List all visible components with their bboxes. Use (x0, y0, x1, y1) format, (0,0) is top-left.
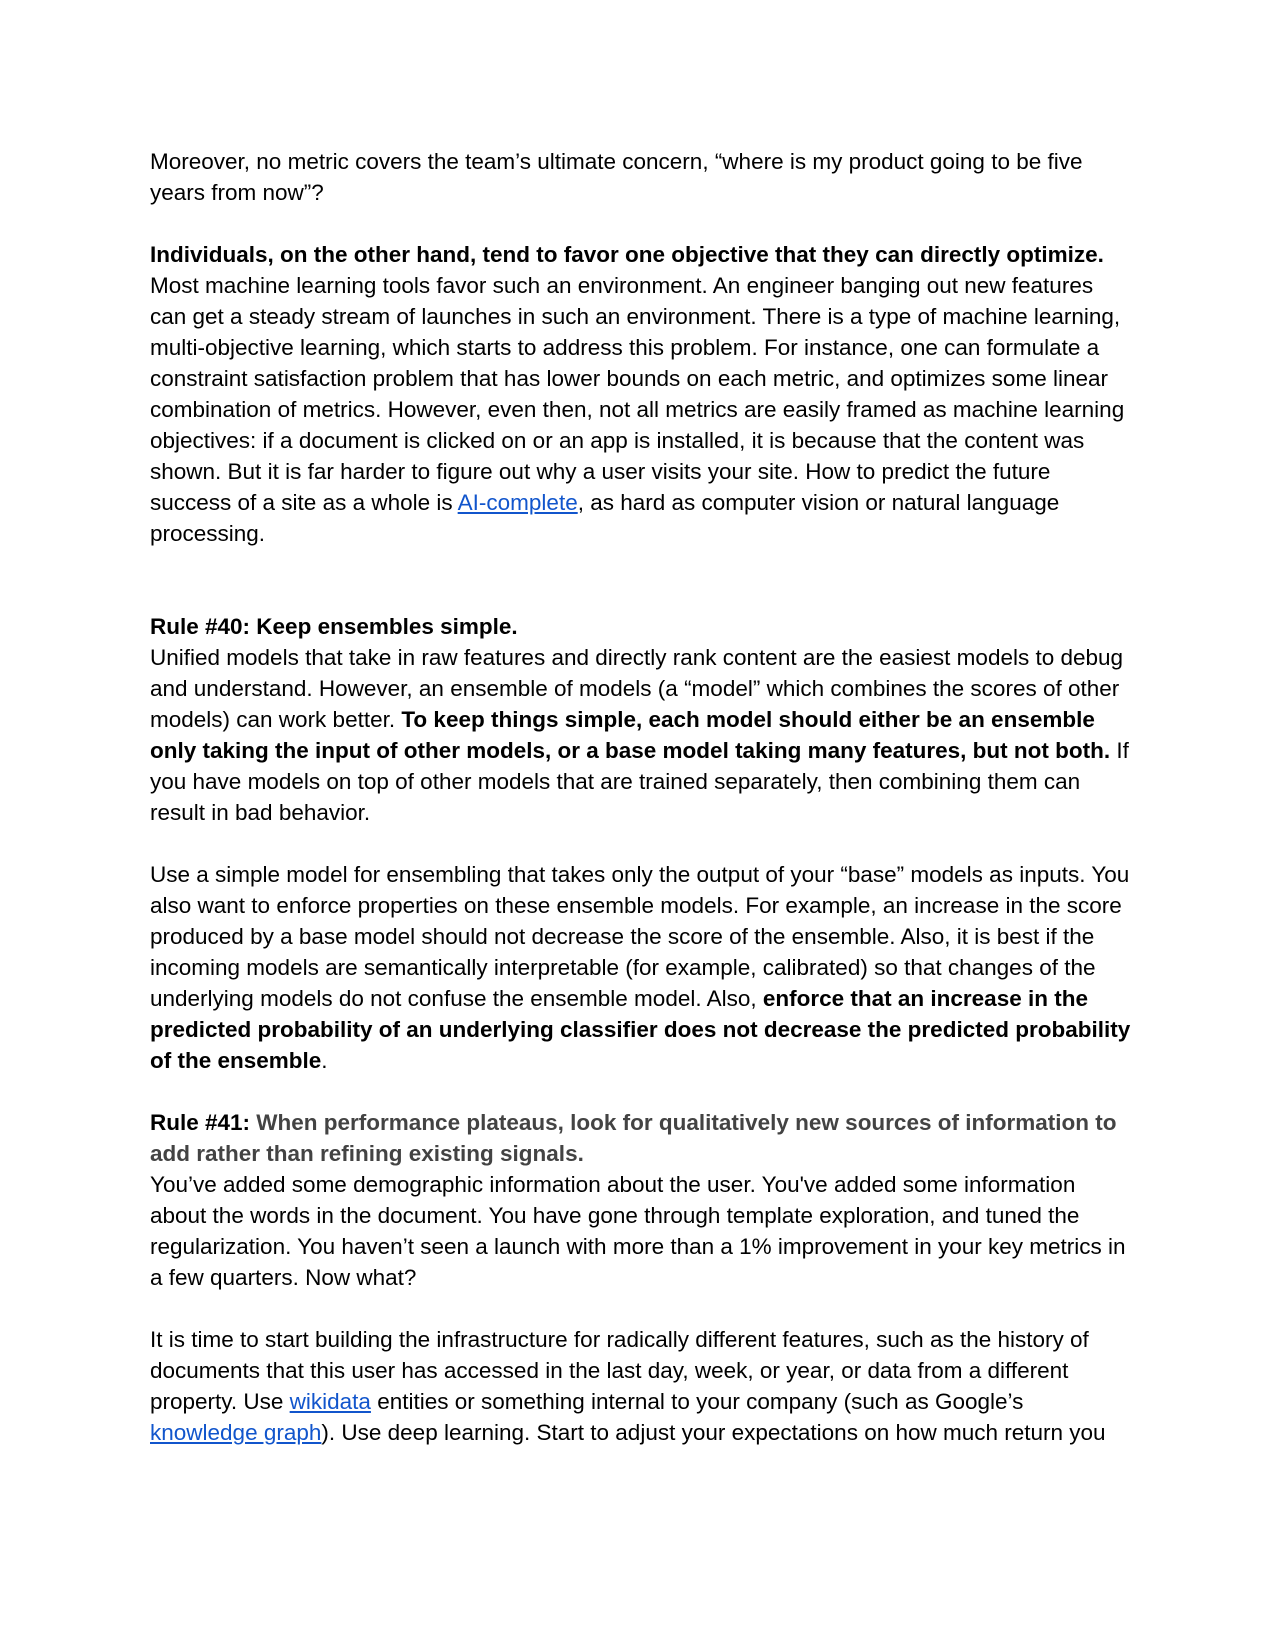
rule-41-paragraph-2 (150, 1324, 1135, 1448)
paragraph-text: . (321, 1048, 328, 1073)
rule-41-heading-text: When performance plateaus, look for qualitatively new sources of information to add rather than refining existing signals. (150, 1110, 1117, 1166)
paragraph-text: Unified models that take in raw features and directly rank content are the easiest models to debug and understand. However, an ensemble of models (a “model” which combines the scores of other models) can work better. (150, 645, 1124, 732)
paragraph-text: Most machine learning tools favor such an environment. An engineer banging out new features can get a steady stream of launches in such an environment. There is a type of machine learning, multi-objective learning, which starts to address this problem. For instance, one can formulate a constraint satisfaction problem that has lower bounds on each metric, and optimizes some linear combination of metrics. However, even then, not all metrics are easily framed as machine learning objectives: if a document is clicked on or an app is installed, it is because that the content was shown. But it is far harder to figure out why a user visits your site. How to predict the future success of a site as a whole is (150, 273, 1125, 515)
paragraph-spacer (150, 1076, 1135, 1107)
knowledge-graph-link[interactable]: knowledge graph (150, 1420, 322, 1445)
ai-complete-link[interactable]: AI-complete (457, 490, 578, 515)
paragraph-text: entities or something internal to your company (such as Google’s (370, 1389, 1024, 1414)
paragraph-spacer (150, 828, 1135, 859)
document-page (150, 146, 1135, 1448)
rule-40-paragraph-2 (150, 859, 1135, 1076)
bold-emphasis: enforce that an increase in the predicted probability of an underlying classifier does not decrease the predicted probability of the ensemble (150, 986, 1131, 1073)
paragraph-text: You’ve added some demographic information about the user. You've added some information about the words in the document. You have gone through template exploration, and tuned the regularization. You haven’t seen a launch with more than a 1% improvement in your key metrics in a few quarters. Now what? (150, 1172, 1126, 1290)
paragraph-text: Moreover, no metric covers the team’s ultimate concern, “where is my product going to be five years from now”? (150, 149, 1083, 205)
paragraph-spacer (150, 208, 1135, 239)
paragraph-spacer (150, 1293, 1135, 1324)
bold-emphasis: To keep things simple, each model should either be an ensemble only taking the input of other models, or a base model taking many features, but not both. (150, 707, 1111, 763)
paragraph-individuals (150, 239, 1135, 549)
rule-41-heading (150, 1107, 1135, 1169)
rule-40-heading (150, 611, 1135, 642)
rule-40-heading-text: Rule #40: Keep ensembles simple. (150, 614, 518, 639)
section-spacer (150, 549, 1135, 611)
paragraph-metric-concern (150, 146, 1135, 208)
rule-40-paragraph-1 (150, 642, 1135, 828)
paragraph-text: If you have models on top of other models that are trained separately, then combining them can result in bad behavior. (150, 738, 1129, 825)
paragraph-text: Use a simple model for ensembling that takes only the output of your “base” models as inputs. You also want to enforce properties on these ensemble models. For example, an increase in the score produced by a base model should not decrease the score of the ensemble. Also, it is best if the incoming models are semantically interpretable (for example, calibrated) so that changes of the underlying models do not confuse the ensemble model. Also, (150, 862, 1130, 1011)
paragraph-text: It is time to start building the infrastructure for radically different features, such as the history of documents that this user has accessed in the last day, week, or year, or data from a different property. Use (150, 1327, 1089, 1414)
paragraph-text: , as hard as computer vision or natural language processing. (150, 490, 1060, 546)
paragraph-text: ). Use deep learning. Start to adjust your expectations on how much return you (321, 1420, 1106, 1445)
wikidata-link[interactable]: wikidata (289, 1389, 371, 1414)
bold-lead-sentence: Individuals, on the other hand, tend to favor one objective that they can directly optimize. (150, 242, 1104, 267)
rule-41-label: Rule #41: (150, 1110, 251, 1135)
rule-41-paragraph-1 (150, 1169, 1135, 1293)
